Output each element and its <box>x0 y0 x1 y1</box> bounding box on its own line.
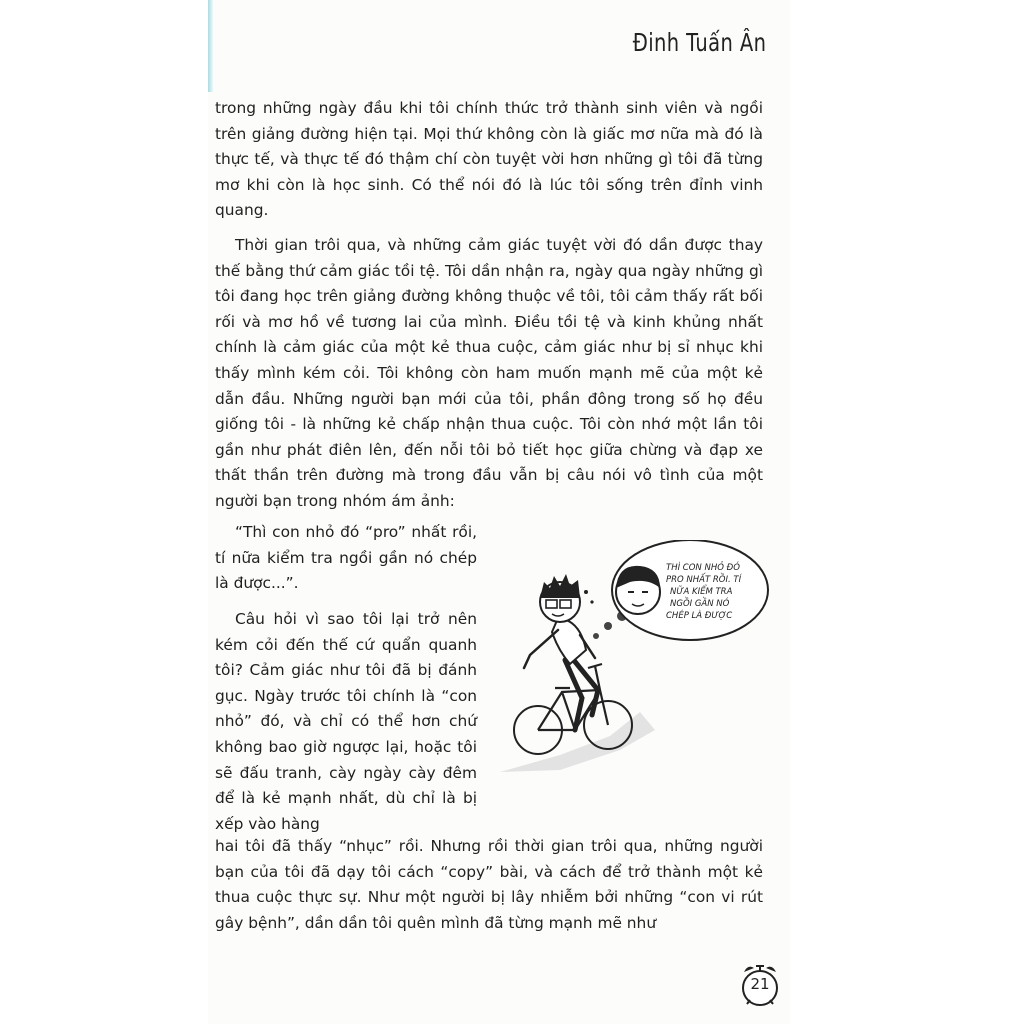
page-number-badge <box>738 960 782 1008</box>
speech-line-4: NGỒI GẦN NÓ <box>670 599 730 609</box>
page-number: 21 <box>750 975 770 993</box>
thought-dot <box>604 622 612 630</box>
svg-text:THÌ CON NHỎ ĐÓ PRO NHẤT RỒ <box>666 561 744 621</box>
cyclist-illustration <box>500 540 770 780</box>
speech-line-2: PRO NHẤT RỒI. TÍ <box>666 575 742 585</box>
speech-line-1: THÌ CON NHỎ ĐÓ <box>666 563 740 573</box>
quote-paragraph: “Thì con nhỏ đó “pro” nhất rồi, tí nữa kiểm tra ngồi gần nó chép là được...”. <box>215 523 477 593</box>
paragraph-4: hai tôi đã thấy “nhục” rồi. Nhưng rồi thời gian trôi qua, những người bạn của tôi đã dạy tôi cách “copy” bài, và cách để trở thành một kẻ thua cuộc thực sự. Như một người bị lây nhiễm bởi những “con vi rút gây bệnh”, dần dần tôi quên mình đã từng mạnh mẽ như <box>215 837 763 932</box>
paragraph-2: Thời gian trôi qua, và những cảm giác tuyệt vời đó dần được thay thế bằng thứ cảm giác tồi tệ. Tôi dần nhận ra, ngày qua ngày những gì tôi đang học trên giảng đường không thuộc về tôi, tôi cảm thấy rất bối rối và mơ hồ về tương lai của mình. Điều tồi tệ và kinh khủng nhất chính là cảm giác của một kẻ thua cuộc, cảm giác như bị sỉ nhục khi thấy mình kém cỏi. Tôi không còn ham muốn mạnh mẽ của một kẻ dẫn đầu. Những người bạn mới của tôi, phần đông trong số họ đều giống tôi - là những kẻ chấp nhận thua cuộc. Tôi còn nhớ một lần tôi gần như phát điên lên, đến nỗi tôi bỏ tiết học giữa chừng và đạp xe thất thần trên đường mà trong đầu vẫn bị câu nói vô tình của một người bạn trong nhóm ám ảnh: <box>215 236 763 510</box>
paragraph-3: Câu hỏi vì sao tôi lại trở nên kém cỏi đến thế cứ quẩn quanh tôi? Cảm giác như tôi đã bị đánh gục. Ngày trước tôi chính là “con nhỏ” đó, và chỉ có thể hơn chứ không bao giờ ngược lại, hoặc tôi sẽ đấu tranh, cày ngày cày đêm để là kẻ mạnh nhất, dù chỉ là bị xếp vào hàng <box>215 610 477 833</box>
speech-line-3: NỮA KIỂM TRA <box>670 587 733 597</box>
rider-hair <box>540 574 580 598</box>
rider-body <box>552 618 586 664</box>
thought-dot <box>593 633 599 639</box>
speech-line-5: CHÉP LÀ ĐƯỢC <box>666 611 733 621</box>
paragraph-1: trong những ngày đầu khi tôi chính thức trở thành sinh viên và ngồi trên giảng đường hiện tại. Mọi thứ không còn là giấc mơ nữa mà đó là thực tế, và thực tế đó thậm chí còn tuyệt vời hơn những gì tôi đã từng mơ khi còn là học sinh. Có thể nói đó là lúc tôi sống trên đỉnh vinh quang. <box>215 99 763 220</box>
sweat-drop <box>584 590 588 594</box>
sweat-drop <box>590 600 593 603</box>
author-name: Đinh Tuấn Ân <box>632 28 766 57</box>
page-edge-highlight <box>208 0 213 92</box>
